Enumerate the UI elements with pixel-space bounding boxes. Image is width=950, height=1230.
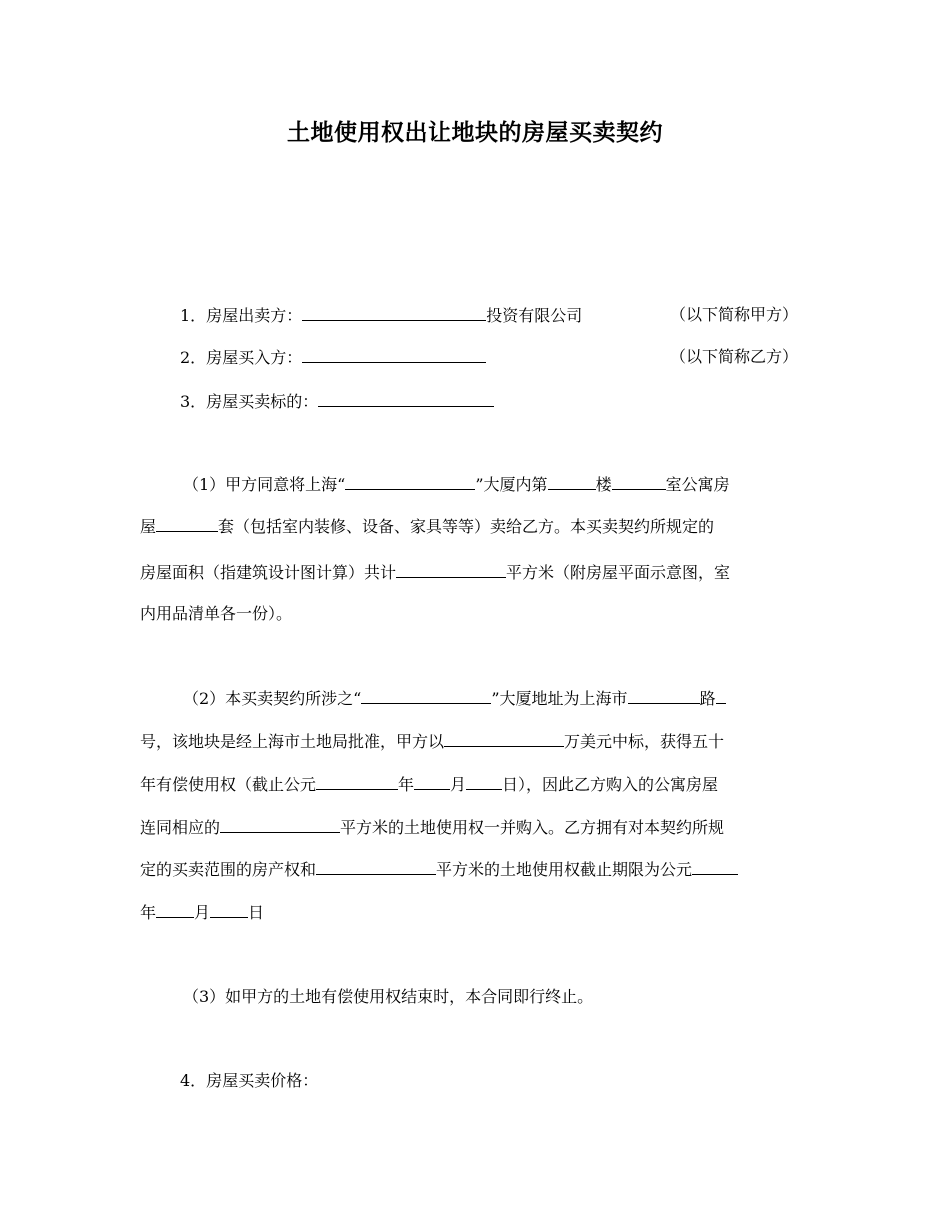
bid-amount-blank[interactable] — [444, 729, 564, 747]
p1-text: 平方米（附房屋平面示意图，室 — [506, 563, 731, 582]
item-label: 房屋买入方： — [206, 348, 303, 367]
p2-text: 日 — [248, 903, 265, 922]
p2-text: 号，该地块是经上海市土地局批准，甲方以 — [140, 732, 445, 751]
subject-blank[interactable] — [318, 389, 494, 407]
p2-text: 年 — [140, 903, 157, 922]
end-month-blank[interactable] — [414, 772, 450, 790]
p2-text: 定的买卖范围的房产权和 — [140, 860, 317, 879]
p2-text: 平方米的土地使用权一并购入。乙方拥有对本契约所规 — [340, 818, 725, 837]
end-day-blank[interactable] — [466, 772, 502, 790]
p3-text: （3）如甲方的土地有偿使用权结束时，本合同即行终止。 — [183, 987, 594, 1006]
p2-text: 万美元中标，获得五十 — [564, 732, 725, 751]
item-number: 1． — [180, 306, 207, 325]
road-number-blank[interactable] — [716, 686, 726, 704]
item-price — [180, 1069, 318, 1093]
p2-line-4 — [140, 815, 724, 839]
p2-text: 连同相应的 — [140, 818, 221, 837]
p1-line-4 — [140, 602, 292, 626]
seller-name-blank[interactable] — [302, 303, 486, 321]
p2-text: 平方米的土地使用权截止期限为公元 — [436, 860, 693, 879]
item-label: 房屋出卖方： — [206, 306, 303, 325]
item-buyer — [180, 345, 486, 369]
buyer-name-blank[interactable] — [302, 345, 486, 363]
p1-line-3 — [140, 560, 730, 584]
p3-line-1 — [183, 985, 593, 1009]
p1-text: 套（包括室内装修、设备、家具等等）卖给乙方。本买卖契约所规定的 — [218, 517, 715, 536]
p2-text: 年有偿使用权（截止公元 — [140, 775, 317, 794]
land-area-blank-2[interactable] — [316, 857, 436, 875]
item-number: 2． — [180, 348, 207, 367]
expiry-month-blank[interactable] — [156, 900, 194, 918]
item-number: 4． — [180, 1071, 207, 1090]
p2-text: 路 — [699, 689, 716, 708]
end-year-blank[interactable] — [316, 772, 398, 790]
road-name-blank[interactable] — [628, 686, 700, 704]
document-title: 土地使用权出让地块的房屋买卖契约 — [287, 120, 663, 146]
buyer-note: （以下简称乙方） — [670, 347, 799, 366]
building-no-blank[interactable] — [548, 472, 596, 490]
land-area-blank[interactable] — [220, 815, 340, 833]
p1-line-1 — [183, 472, 730, 496]
p2-line-3 — [140, 772, 718, 796]
p1-text: （1）甲方同意将上海“ — [183, 475, 346, 494]
seller-note: （以下简称甲方） — [670, 305, 799, 324]
item-seller — [180, 303, 582, 327]
p2-text: 月 — [450, 775, 467, 794]
seller-suffix: 投资有限公司 — [486, 306, 583, 325]
p2-line-1 — [183, 686, 726, 710]
item-label: 房屋买卖标的： — [206, 392, 319, 411]
p1-text: 室公寓房 — [665, 475, 730, 494]
p1-text: ”大厦内第 — [475, 475, 548, 494]
item-number: 3． — [180, 392, 207, 411]
p1-line-2 — [140, 514, 714, 538]
expiry-day-blank[interactable] — [210, 900, 248, 918]
item-subject — [180, 389, 494, 413]
p2-line-5 — [140, 857, 738, 881]
p2-text: 月 — [194, 903, 211, 922]
p2-line-6 — [140, 900, 264, 924]
p2-line-2 — [140, 729, 724, 753]
p1-text: 屋 — [140, 517, 157, 536]
unit-count-blank[interactable] — [156, 514, 218, 532]
p1-text: 房屋面积（指建筑设计图计算）共计 — [140, 563, 397, 582]
p2-text: 日），因此乙方购入的公寓房屋 — [502, 775, 719, 794]
building-name-blank-2[interactable] — [361, 686, 491, 704]
expiry-year-blank[interactable] — [692, 857, 738, 875]
item-label: 房屋买卖价格： — [206, 1071, 319, 1090]
p1-text: 内用品清单各一份）。 — [140, 604, 293, 623]
p2-text: 年 — [398, 775, 415, 794]
building-name-blank[interactable] — [345, 472, 475, 490]
p1-text: 楼 — [595, 475, 612, 494]
area-blank[interactable] — [396, 560, 506, 578]
p2-text: （2）本买卖契约所涉之“ — [183, 689, 362, 708]
p2-text: ”大厦地址为上海市 — [491, 689, 628, 708]
room-no-blank[interactable] — [612, 472, 666, 490]
